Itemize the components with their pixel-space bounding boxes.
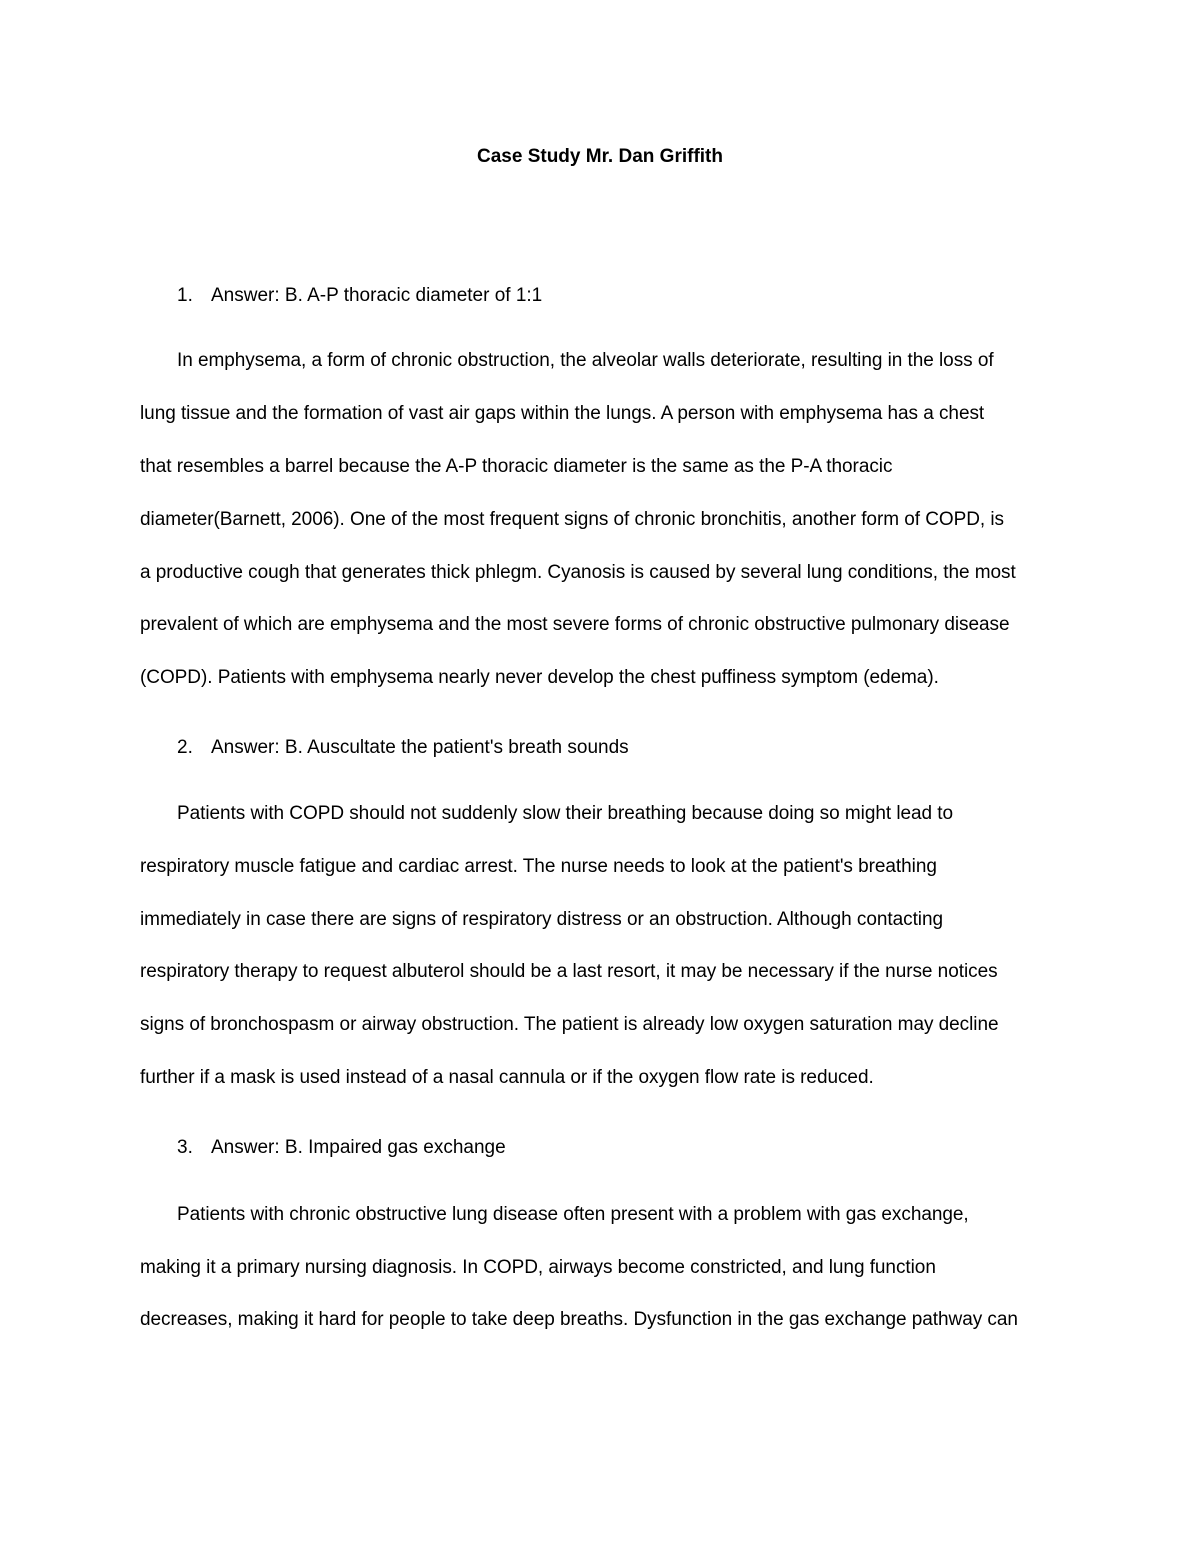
- paragraph-line: making it a primary nursing diagnosis. In COPD, airways become constricted, and lung function: [140, 1257, 936, 1278]
- paragraph-line: further if a mask is used instead of a nasal cannula or if the oxygen flow rate is reduced.: [140, 1067, 874, 1088]
- paragraph-line: respiratory muscle fatigue and cardiac arrest. The nurse needs to look at the patient's breathing: [140, 856, 937, 877]
- paragraph-line: (COPD). Patients with emphysema nearly never develop the chest puffiness symptom (edema).: [140, 667, 939, 688]
- paragraph-line: signs of bronchospasm or airway obstruction. The patient is already low oxygen saturation may decline: [140, 1014, 999, 1035]
- answer-text: Answer: B. Auscultate the patient's breath sounds: [211, 737, 629, 758]
- paragraph-line: decreases, making it hard for people to take deep breaths. Dysfunction in the gas exchange pathway can: [140, 1309, 1018, 1330]
- answer-number: 3.: [177, 1137, 193, 1158]
- paragraph-line: a productive cough that generates thick phlegm. Cyanosis is caused by several lung conditions, the most: [140, 562, 1016, 583]
- paragraph-line: Patients with COPD should not suddenly slow their breathing because doing so might lead to: [177, 803, 954, 824]
- paragraph-line: In emphysema, a form of chronic obstruction, the alveolar walls deteriorate, resulting in the loss of: [177, 350, 994, 371]
- paragraph-line: prevalent of which are emphysema and the most severe forms of chronic obstructive pulmonary disease: [140, 614, 1010, 635]
- answer-text: Answer: B. Impaired gas exchange: [211, 1137, 506, 1158]
- paragraph-line: lung tissue and the formation of vast air gaps within the lungs. A person with emphysema has a chest: [140, 403, 985, 424]
- answer-2: [177, 735, 629, 761]
- paragraph-line: immediately in case there are signs of respiratory distress or an obstruction. Although contacting: [140, 909, 944, 930]
- answer-3: [177, 1135, 506, 1161]
- paragraph-line: diameter(Barnett, 2006). One of the most frequent signs of chronic bronchitis, another form of COPD, is: [140, 509, 1004, 530]
- page-title: Case Study Mr. Dan Griffith: [477, 146, 723, 167]
- paragraph-line: respiratory therapy to request albuterol should be a last resort, it may be necessary if the nurse notices: [140, 961, 998, 982]
- answer-text: Answer: B. A-P thoracic diameter of 1:1: [211, 285, 543, 306]
- answer-1: [177, 283, 542, 309]
- paragraph-line: Patients with chronic obstructive lung disease often present with a problem with gas exchange,: [177, 1204, 969, 1225]
- answer-number: 1.: [177, 285, 193, 306]
- answer-number: 2.: [177, 737, 193, 758]
- paragraph-line: that resembles a barrel because the A-P thoracic diameter is the same as the P-A thoracic: [140, 456, 893, 477]
